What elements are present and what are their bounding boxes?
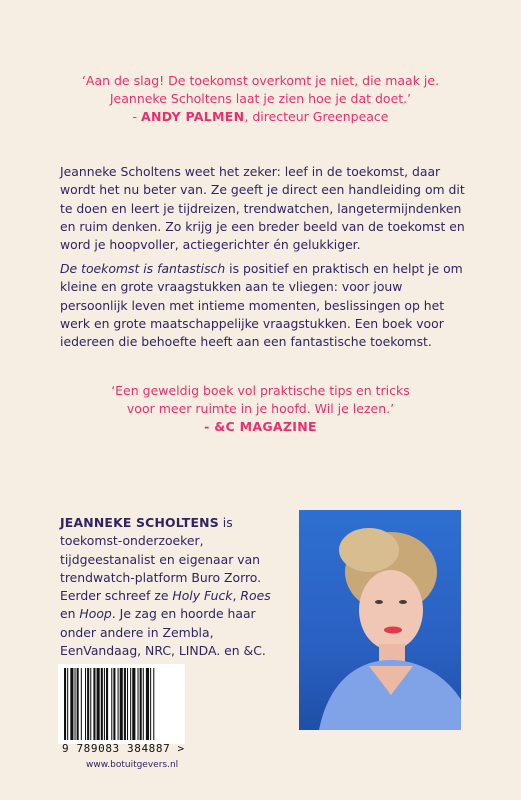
book-hoop: Hoop bbox=[79, 606, 112, 622]
barcode-bar bbox=[77, 668, 79, 740]
bio-text-2: . Je zag en hoorde haar onder andere in Zembla, EenVandaag, NRC, LINDA. en &C. bbox=[60, 606, 266, 659]
description-paragraph-2 bbox=[60, 260, 470, 351]
barcode-bar bbox=[138, 668, 139, 740]
barcode-bar bbox=[140, 668, 142, 740]
quote1-line2: Jeanneke Scholtens laat je zien hoe je dat doet.’ bbox=[109, 91, 412, 106]
portrait-illustration bbox=[299, 510, 461, 730]
barcode-bar bbox=[132, 668, 135, 740]
book-title: De toekomst is fantastisch bbox=[60, 261, 226, 276]
left-eye bbox=[375, 600, 383, 604]
quote1-author: ANDY PALMEN bbox=[140, 109, 245, 124]
author-portrait bbox=[299, 510, 461, 730]
author-bio bbox=[60, 514, 275, 660]
barcode-bar bbox=[104, 668, 105, 740]
bio-text-1: is toekomst-onderzoeker, tijdgeestanalist en eigenaar van trendwatch-platform Buro Zorro. Eerder schreef ze bbox=[60, 515, 262, 604]
face-shape bbox=[359, 570, 423, 650]
barcode-bar bbox=[93, 668, 95, 740]
barcode-bar bbox=[127, 668, 128, 740]
publisher-website: www.botuitgevers.nl bbox=[86, 760, 179, 770]
bio-sep-1: , bbox=[232, 588, 241, 604]
isbn-barcode bbox=[58, 664, 185, 744]
quote1-role: , directeur Greenpeace bbox=[244, 109, 389, 124]
barcode-bar bbox=[146, 668, 149, 740]
barcode-bar bbox=[87, 668, 89, 740]
right-eye bbox=[399, 600, 407, 604]
description-paragraph-1: Jeanneke Scholtens weet het zeker: leef in de toekomst, daar wordt het nu beter van. Ze geeft je direct een handleiding om dit te doen en leert je tijdreizen, trendwatchen, langetermijndenken en ruim denken. Zo krijg je een breder beeld van de toekomst en word je hoopvoller, actiegerichter én gelukkiger. bbox=[60, 164, 465, 253]
quote2-line1: ‘Een geweldig boek vol praktische tips en tricks bbox=[111, 383, 410, 398]
barcode-bar bbox=[111, 668, 112, 740]
barcode-bar bbox=[101, 668, 103, 740]
barcode-bar bbox=[85, 668, 86, 740]
quote1-line1: ‘Aan de slag! De toekomst overkomt je niet, die maak je. bbox=[81, 73, 440, 88]
barcode-bar bbox=[120, 668, 123, 740]
barcode-bar bbox=[124, 668, 126, 740]
barcode-bar bbox=[150, 668, 151, 740]
barcode-bar bbox=[67, 668, 68, 740]
isbn-digits: 9 789083 384887 > bbox=[62, 742, 185, 755]
barcode-bar bbox=[64, 668, 66, 740]
book-roes: Roes bbox=[240, 588, 271, 604]
barcode-bars bbox=[58, 664, 185, 744]
quote2-line2: voor meer ruimte in je hoofd. Wil je lezen.’ bbox=[126, 401, 395, 416]
barcode-bar bbox=[130, 668, 131, 740]
barcode-bar bbox=[153, 668, 154, 740]
lips bbox=[384, 627, 402, 634]
barcode-bar bbox=[113, 668, 115, 740]
barcode-bar bbox=[106, 668, 108, 740]
quote2-author: - &C MAGAZINE bbox=[204, 419, 317, 434]
quote1-attribution bbox=[0, 108, 521, 126]
quote-andy-palmen bbox=[0, 72, 521, 126]
hair-top bbox=[339, 528, 399, 572]
quote1-author-prefix: - bbox=[132, 109, 141, 124]
barcode-bar bbox=[90, 668, 91, 740]
barcode-bar bbox=[143, 668, 144, 740]
author-name: JEANNEKE SCHOLTENS bbox=[60, 515, 219, 530]
barcode-bar bbox=[97, 668, 100, 740]
book-holy-fuck: Holy Fuck bbox=[172, 588, 233, 604]
bio-sep-2: en bbox=[60, 606, 80, 622]
barcode-bar bbox=[81, 668, 82, 740]
barcode-bar bbox=[75, 668, 76, 740]
barcode-bar bbox=[70, 668, 73, 740]
paragraph2-text: is positief en praktisch en helpt je om kleine en grote vraagstukken aan te vliegen: voor jouw persoonlijk leven met intieme momenten, beslissingen op het werk en grote maatschappelijke vraagstukken. Een boek voor iedereen die behoefte heeft aan een fantastische toekomst. bbox=[60, 261, 463, 350]
quote-c-magazine bbox=[0, 382, 521, 436]
barcode-bar bbox=[118, 668, 119, 740]
